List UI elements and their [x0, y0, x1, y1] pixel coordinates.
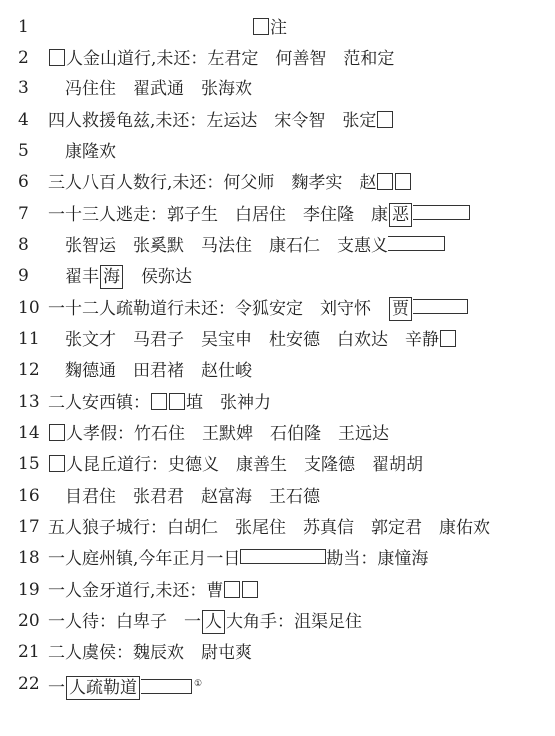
- text-segment: 注: [270, 17, 287, 38]
- text-segment: 埴 张神力: [186, 392, 271, 413]
- line-content: [48, 449, 423, 480]
- line-number: 9: [18, 266, 29, 286]
- text-segment: 一人金牙道行,未还：曹: [48, 580, 224, 601]
- line-number: 19: [18, 580, 40, 600]
- line-number: 4: [18, 110, 29, 130]
- lacuna-box: [253, 18, 269, 35]
- line-number: 3: [18, 78, 29, 98]
- lacuna-box: [377, 173, 393, 190]
- text-segment: 人昆丘道行：史德义 康善生 支隆德 翟胡胡: [66, 454, 423, 475]
- line-number: 2: [18, 48, 29, 68]
- line-content: [65, 230, 445, 261]
- line-number: 1: [18, 17, 29, 37]
- lacuna-box: [377, 111, 393, 128]
- lacuna-box: [242, 581, 258, 598]
- line-content: [48, 575, 259, 606]
- line-number: 8: [18, 235, 29, 255]
- text-segment: 二人安西镇：: [48, 392, 150, 413]
- line-content: [48, 669, 202, 703]
- line-number: 6: [18, 172, 29, 192]
- text-segment: 人孝假：竹石住 王默婢 石伯隆 王远达: [66, 423, 389, 444]
- lacuna-box: [49, 424, 65, 441]
- line-content: [65, 73, 252, 104]
- line-content: [65, 261, 192, 292]
- lacuna-box: [440, 330, 456, 347]
- lacuna-box: [395, 173, 411, 190]
- line-content: [48, 387, 271, 418]
- lacuna-gap: [388, 236, 445, 251]
- text-segment: 四人救援龟兹,未还：左运达 宋令智 张定: [48, 110, 377, 131]
- text-segment: 侯弥达: [124, 266, 192, 287]
- lacuna-gap: [141, 679, 192, 694]
- line-number: 12: [18, 360, 40, 380]
- lacuna-box: [49, 455, 65, 472]
- lacuna-gap: [413, 205, 470, 220]
- text-segment: 麴德通 田君褚 赵仕峻: [65, 360, 252, 381]
- lacuna-gap: [240, 549, 326, 564]
- text-segment: 五人狼子城行：白胡仁 张尾住 苏真信 郭定君 康佑欢: [48, 517, 490, 538]
- text-segment: 康隆欢: [65, 141, 116, 162]
- footnote-marker: ①: [194, 679, 203, 689]
- text-segment: 张智运 张奚默 马法住 康石仁 支惠义: [65, 235, 388, 256]
- line-content: [65, 136, 116, 167]
- line-content: [48, 199, 470, 230]
- restored-character: 人: [202, 610, 225, 634]
- text-segment: 一人庭州镇,今年正月一日: [48, 548, 241, 569]
- line-number: 18: [18, 548, 40, 568]
- line-content: [65, 324, 457, 355]
- line-content: [48, 43, 394, 74]
- text-segment: 一人待：白卑子 一: [48, 611, 201, 632]
- line-number: 14: [18, 423, 40, 443]
- text-segment: 一十三人逃走：郭子生 白居住 李住隆 康: [48, 204, 388, 225]
- line-number: 13: [18, 392, 40, 412]
- text-segment: 目君住 张君君 赵富海 王石德: [65, 486, 320, 507]
- restored-character: 恶: [389, 203, 412, 227]
- line-number: 16: [18, 486, 40, 506]
- lacuna-box: [49, 49, 65, 66]
- line-content: [48, 543, 428, 574]
- text-segment: 三人八百人数行,未还：何父师 麴孝实 赵: [48, 172, 377, 193]
- line-content: [65, 355, 252, 386]
- text-segment: 张文才 马君子 吴宝申 杜安德 白欢达 辛静: [65, 329, 439, 350]
- lacuna-box: [151, 393, 167, 410]
- text-segment: 一十二人疏勒道行未还：令狐安定 刘守怀: [48, 298, 388, 319]
- lacuna-gap: [413, 299, 468, 314]
- line-number: 22: [18, 674, 40, 694]
- line-number: 5: [18, 141, 29, 161]
- lacuna-box: [224, 581, 240, 598]
- line-number: 15: [18, 454, 40, 474]
- line-content: [252, 12, 287, 43]
- line-content: [48, 105, 394, 136]
- line-content: [48, 512, 490, 543]
- line-number: 7: [18, 204, 29, 224]
- restored-character: 海: [100, 265, 123, 289]
- line-content: [48, 418, 389, 449]
- line-number: 21: [18, 642, 40, 662]
- restored-character: 贾: [389, 297, 412, 321]
- line-content: [48, 167, 412, 198]
- line-number: 10: [18, 298, 40, 318]
- line-number: 17: [18, 517, 40, 537]
- line-content: [65, 481, 320, 512]
- line-number: 20: [18, 611, 40, 631]
- lacuna-box: [169, 393, 185, 410]
- line-content: [48, 606, 362, 637]
- text-segment: 二人虞侯：魏辰欢 尉屯爽: [48, 642, 252, 663]
- line-content: [48, 293, 468, 324]
- text-segment: 人金山道行,未还：左君定 何善智 范和定: [66, 48, 395, 69]
- line-number: 11: [18, 329, 40, 349]
- text-segment: 冯住住 翟武通 张海欢: [65, 78, 252, 99]
- text-segment: 勘当：康憧海: [326, 548, 429, 569]
- text-segment: 大角手：沮渠足住: [226, 611, 362, 632]
- restored-character: 人疏勒道: [66, 676, 140, 700]
- text-segment: 翟丰: [65, 266, 99, 287]
- line-content: [48, 637, 252, 668]
- text-segment: 一: [48, 678, 65, 699]
